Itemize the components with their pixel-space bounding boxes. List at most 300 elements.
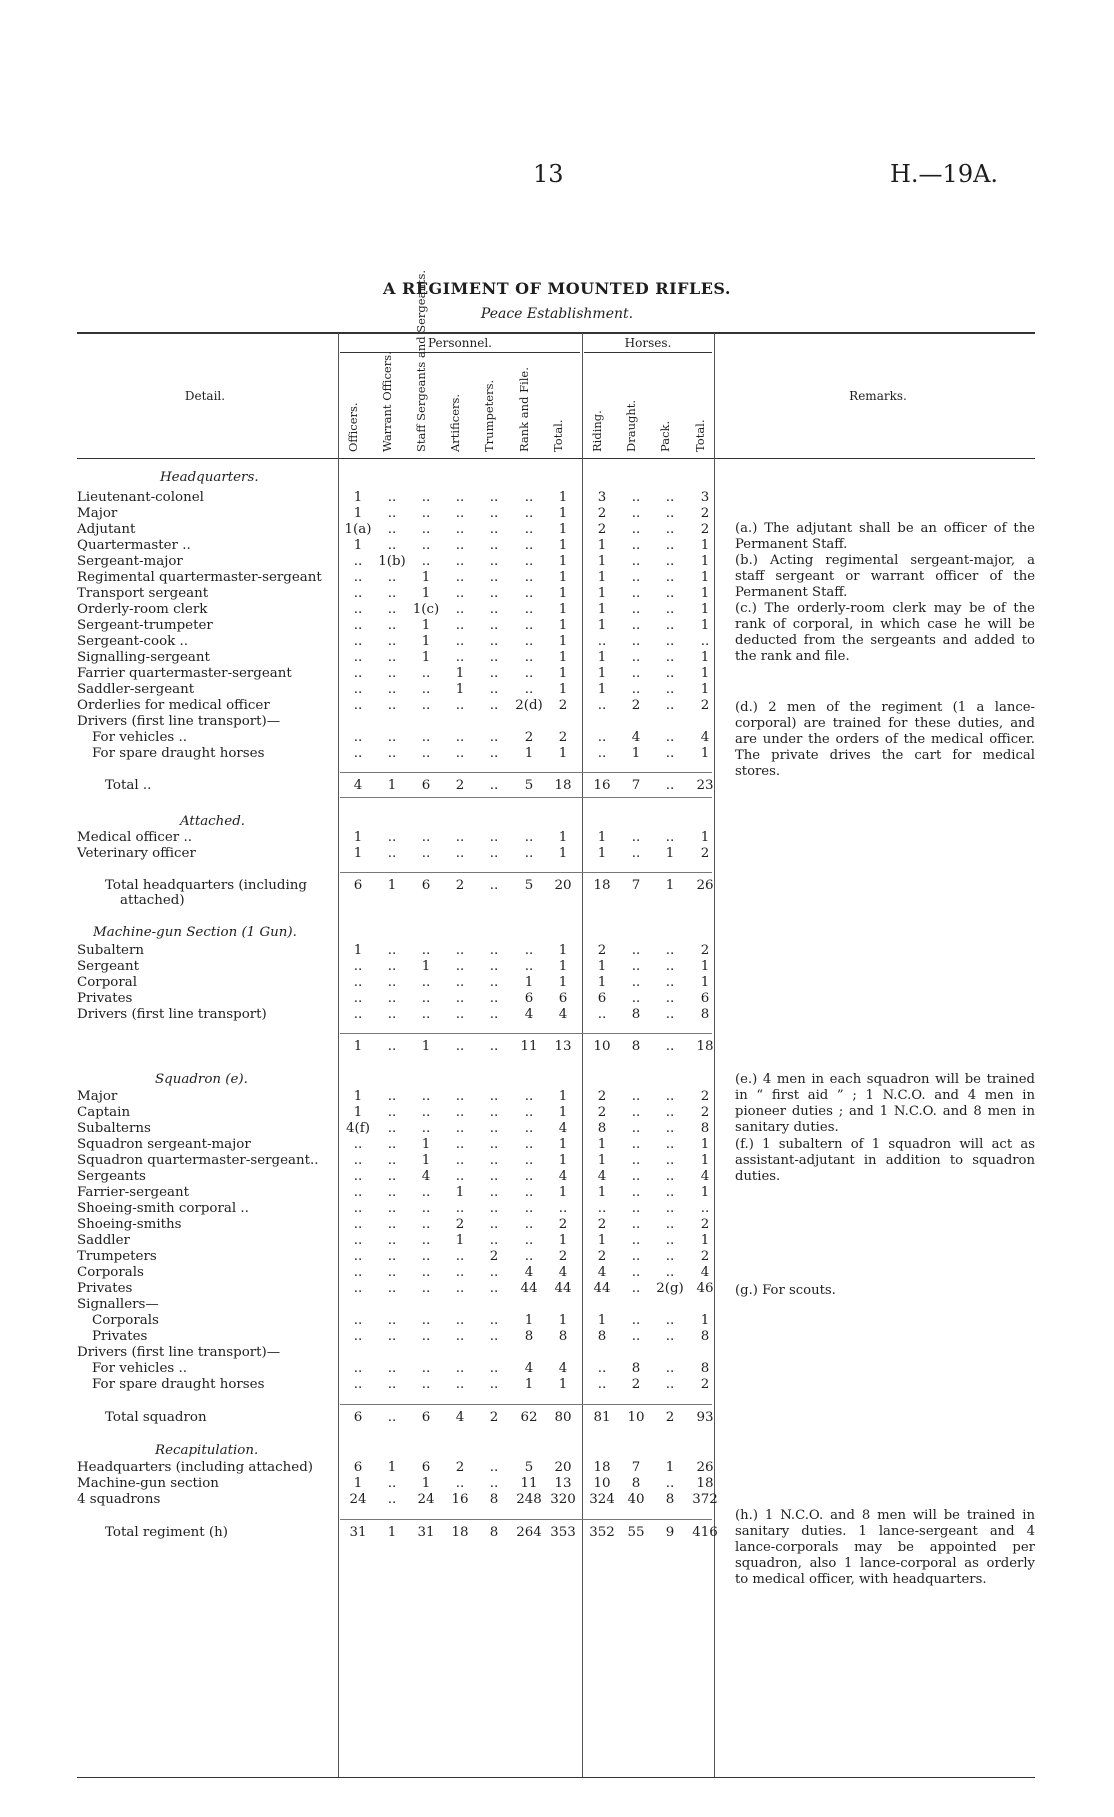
- table-cell: 6: [353, 878, 363, 893]
- table-cell: ..: [631, 602, 641, 617]
- table-cell: 1: [558, 538, 568, 553]
- table-cell: 8: [489, 1525, 499, 1540]
- table-row: [0, 666, 1114, 682]
- table-cell: 1: [353, 506, 363, 521]
- table-cell: ..: [597, 730, 607, 745]
- table-cell: 1: [455, 666, 465, 681]
- column-header-label: Trumpeters.: [482, 379, 496, 452]
- table-cell: 8: [700, 1361, 710, 1376]
- remark-b: (b.) Acting regimental sergeant-major, a staff sergeant or warrant officer of the Permanent Staff.: [735, 553, 1035, 600]
- total-rule: [340, 1519, 712, 1520]
- table-cell: 8: [489, 1492, 499, 1507]
- row-label: Sergeant-major: [77, 554, 183, 569]
- table-row: [0, 846, 1114, 862]
- table-cell: ..: [631, 846, 641, 861]
- table-cell: 7: [631, 778, 641, 793]
- table-cell: ..: [455, 538, 465, 553]
- table-cell: 1: [597, 1137, 607, 1152]
- table-cell: 1: [700, 1137, 710, 1152]
- row-label: Drivers (first line transport): [77, 1007, 267, 1022]
- table-cell: ..: [489, 634, 499, 649]
- table-cell: ..: [421, 1089, 431, 1104]
- table-cell: ..: [489, 959, 499, 974]
- row-label: Squadron quartermaster-sergeant..: [77, 1153, 319, 1168]
- table-cell: ..: [455, 1265, 465, 1280]
- table-row: [0, 1410, 1114, 1426]
- table-cell: ..: [631, 1105, 641, 1120]
- row-label: Drivers (first line transport)—: [77, 1345, 281, 1360]
- table-cell: 93: [696, 1410, 714, 1425]
- table-cell: 1: [558, 1105, 568, 1120]
- table-cell: ..: [489, 730, 499, 745]
- table-cell: ..: [489, 1137, 499, 1152]
- table-cell: 1: [700, 1233, 710, 1248]
- table-cell: ..: [387, 506, 397, 521]
- table-cell: 1: [597, 666, 607, 681]
- remark-d: (d.) 2 men of the regiment (1 a lance-corporal) are trained for these duties, and are under the orders of the medical officer. The private drives the cart for medical stores.: [735, 700, 1035, 779]
- table-cell: ..: [524, 1137, 534, 1152]
- table-row: [0, 1297, 1114, 1313]
- table-cell: ..: [631, 1185, 641, 1200]
- table-cell: 264: [516, 1525, 542, 1540]
- table-cell: 1: [597, 618, 607, 633]
- table-cell: ..: [455, 846, 465, 861]
- row-label: Shoeing-smith corporal ..: [77, 1201, 249, 1216]
- table-cell: ..: [524, 618, 534, 633]
- table-cell: ..: [387, 522, 397, 537]
- table-cell: ..: [631, 1153, 641, 1168]
- table-cell: 1: [597, 975, 607, 990]
- table-cell: ..: [665, 1089, 675, 1104]
- table-cell: ..: [353, 554, 363, 569]
- table-cell: ..: [455, 618, 465, 633]
- table-cell: ..: [665, 554, 675, 569]
- table-cell: ..: [387, 1410, 397, 1425]
- table-cell: ..: [597, 1361, 607, 1376]
- total-rule: [340, 1404, 712, 1405]
- table-cell: 5: [524, 778, 534, 793]
- table-row: [0, 778, 1114, 794]
- table-cell: 18: [696, 1039, 714, 1054]
- table-cell: ..: [524, 1121, 534, 1136]
- table-cell: ..: [353, 730, 363, 745]
- table-cell: ..: [421, 1121, 431, 1136]
- table-cell: 4: [558, 1265, 568, 1280]
- table-cell: ..: [631, 943, 641, 958]
- table-cell: 1: [558, 602, 568, 617]
- table-cell: 81: [593, 1410, 611, 1425]
- table-cell: ..: [353, 602, 363, 617]
- table-cell: 11: [520, 1039, 538, 1054]
- table-cell: 8: [631, 1476, 641, 1491]
- table-cell: 1: [558, 1137, 568, 1152]
- table-cell: 2: [489, 1249, 499, 1264]
- row-label: Lieutenant-colonel: [77, 490, 204, 505]
- table-cell: 2: [665, 1410, 675, 1425]
- table-cell: ..: [353, 586, 363, 601]
- table-cell: ..: [353, 570, 363, 585]
- table-cell: ..: [353, 1281, 363, 1296]
- table-cell: ..: [489, 666, 499, 681]
- table-cell: ..: [421, 1201, 431, 1216]
- table-cell: ..: [631, 650, 641, 665]
- remark-a: (a.) The adjutant shall be an officer of the Permanent Staff.: [735, 521, 1035, 552]
- table-cell: 1: [597, 570, 607, 585]
- table-cell: ..: [597, 1201, 607, 1216]
- table-cell: ..: [455, 698, 465, 713]
- row-label: Major: [77, 1089, 118, 1104]
- table-cell: 3: [597, 490, 607, 505]
- table-cell: ..: [489, 602, 499, 617]
- table-cell: ..: [489, 1377, 499, 1392]
- table-cell: 2(d): [515, 698, 543, 713]
- table-cell: 1: [700, 618, 710, 633]
- table-cell: 1: [631, 746, 641, 761]
- table-cell: 8: [700, 1329, 710, 1344]
- table-cell: ..: [387, 846, 397, 861]
- table-cell: ..: [665, 1313, 675, 1328]
- table-cell: ..: [421, 506, 431, 521]
- table-cell: ..: [489, 522, 499, 537]
- table-row: [0, 1007, 1114, 1023]
- table-cell: 4: [524, 1265, 534, 1280]
- table-cell: 372: [692, 1492, 718, 1507]
- table-cell: 9: [665, 1525, 675, 1540]
- table-cell: 1: [597, 1185, 607, 1200]
- table-cell: ..: [353, 1249, 363, 1264]
- table-cell: 1: [700, 975, 710, 990]
- table-cell: ..: [489, 1217, 499, 1232]
- table-cell: 1: [353, 1039, 363, 1054]
- row-label: Privates: [77, 991, 133, 1006]
- row-label: Corporals: [77, 1265, 144, 1280]
- table-cell: 4: [524, 1007, 534, 1022]
- table-cell: 2: [524, 730, 534, 745]
- row-label: For spare draught horses: [92, 1377, 265, 1392]
- table-cell: 2: [597, 943, 607, 958]
- table-cell: ..: [489, 846, 499, 861]
- table-cell: ..: [489, 1153, 499, 1168]
- personnel-header: Personnel.: [428, 336, 492, 350]
- table-cell: ..: [524, 1249, 534, 1264]
- table-cell: ..: [665, 506, 675, 521]
- table-cell: 2: [700, 506, 710, 521]
- table-row: [0, 975, 1114, 991]
- table-cell: 2: [558, 698, 568, 713]
- table-cell: ..: [665, 1217, 675, 1232]
- table-cell: ..: [455, 1153, 465, 1168]
- table-cell: ..: [455, 634, 465, 649]
- section-squadron: Squadron (e).: [155, 1072, 248, 1087]
- table-cell: ..: [524, 570, 534, 585]
- table-cell: 352: [589, 1525, 615, 1540]
- table-cell: 324: [589, 1492, 615, 1507]
- table-cell: ..: [524, 1217, 534, 1232]
- table-row: [0, 943, 1114, 959]
- table-cell: 80: [554, 1410, 572, 1425]
- table-cell: 6: [421, 778, 431, 793]
- table-cell: ..: [631, 682, 641, 697]
- remarks-header: Remarks.: [849, 389, 907, 403]
- table-cell: 2: [597, 522, 607, 537]
- table-cell: 2: [700, 1105, 710, 1120]
- table-cell: ..: [421, 1265, 431, 1280]
- table-cell: ..: [353, 1265, 363, 1280]
- row-label: Farrier quartermaster-sergeant: [77, 666, 292, 681]
- table-cell: ..: [489, 682, 499, 697]
- table-cell: ..: [455, 1137, 465, 1152]
- table-row: [0, 1361, 1114, 1377]
- table-cell: ..: [631, 1233, 641, 1248]
- horses-underline: [584, 352, 712, 353]
- table-cell: ..: [387, 602, 397, 617]
- table-row: [0, 1329, 1114, 1345]
- table-cell: 416: [692, 1525, 718, 1540]
- row-label: Veterinary officer: [77, 846, 196, 861]
- table-cell: ..: [387, 1201, 397, 1216]
- row-label: For spare draught horses: [92, 746, 265, 761]
- table-cell: ..: [421, 554, 431, 569]
- table-cell: ..: [387, 1185, 397, 1200]
- table-cell: 2: [597, 1089, 607, 1104]
- table-cell: ..: [665, 730, 675, 745]
- table-cell: 2: [597, 1249, 607, 1264]
- table-cell: 8: [631, 1039, 641, 1054]
- column-header-label: Staff Sergeants and Sergeants.: [414, 269, 428, 452]
- table-cell: 8: [631, 1361, 641, 1376]
- table-cell: 320: [550, 1492, 576, 1507]
- table-cell: ..: [524, 846, 534, 861]
- row-label: Sergeant: [77, 959, 139, 974]
- column-header-label: Riding.: [590, 410, 604, 452]
- table-cell: 1: [455, 1233, 465, 1248]
- table-cell: 16: [593, 778, 611, 793]
- table-cell: 2: [700, 698, 710, 713]
- table-cell: ..: [489, 586, 499, 601]
- table-cell: 1: [597, 1153, 607, 1168]
- table-cell: ..: [421, 1281, 431, 1296]
- table-cell: ..: [631, 1137, 641, 1152]
- row-label: Sergeant-cook ..: [77, 634, 189, 649]
- table-row: [0, 490, 1114, 506]
- table-cell: 1: [558, 1377, 568, 1392]
- table-cell: 2: [558, 1217, 568, 1232]
- table-cell: 6: [353, 1410, 363, 1425]
- table-cell: ..: [353, 1137, 363, 1152]
- remark-f: (f.) 1 subaltern of 1 squadron will act as assistant-adjutant in addition to squadron duties.: [735, 1137, 1035, 1184]
- table-cell: ..: [421, 1329, 431, 1344]
- table-cell: ..: [665, 1153, 675, 1168]
- table-cell: ..: [387, 830, 397, 845]
- table-cell: 6: [353, 1460, 363, 1475]
- table-cell: 1: [387, 878, 397, 893]
- table-cell: 2(g): [656, 1281, 684, 1296]
- table-cell: ..: [631, 975, 641, 990]
- table-cell: ..: [665, 634, 675, 649]
- table-cell: ..: [455, 1039, 465, 1054]
- table-cell: ..: [455, 991, 465, 1006]
- table-cell: 8: [597, 1121, 607, 1136]
- table-cell: 1: [558, 1153, 568, 1168]
- table-cell: ..: [387, 1476, 397, 1491]
- table-cell: ..: [631, 522, 641, 537]
- table-cell: 1: [524, 1313, 534, 1328]
- table-cell: 1: [421, 570, 431, 585]
- table-cell: ..: [524, 943, 534, 958]
- table-cell: 8: [597, 1329, 607, 1344]
- table-cell: ..: [387, 1137, 397, 1152]
- table-bottom-rule: [77, 1777, 1035, 1778]
- table-cell: ..: [387, 698, 397, 713]
- table-cell: 1: [597, 586, 607, 601]
- table-cell: ..: [524, 682, 534, 697]
- table-cell: 1: [353, 830, 363, 845]
- table-cell: ..: [489, 1233, 499, 1248]
- table-cell: ..: [665, 602, 675, 617]
- table-cell: 1: [558, 634, 568, 649]
- table-cell: ..: [631, 666, 641, 681]
- table-cell: ..: [387, 538, 397, 553]
- table-cell: ..: [665, 991, 675, 1006]
- detail-header: Detail.: [184, 389, 226, 403]
- table-cell: ..: [631, 1313, 641, 1328]
- table-cell: ..: [665, 1249, 675, 1264]
- table-cell: 1: [597, 682, 607, 697]
- table-cell: ..: [387, 1089, 397, 1104]
- table-cell: ..: [665, 490, 675, 505]
- table-cell: ..: [631, 1089, 641, 1104]
- table-cell: ..: [455, 1377, 465, 1392]
- table-cell: 1: [558, 943, 568, 958]
- table-cell: 11: [520, 1476, 538, 1491]
- table-cell: ..: [489, 1265, 499, 1280]
- table-cell: 6: [597, 991, 607, 1006]
- table-cell: ..: [524, 1105, 534, 1120]
- remark-g: (g.) For scouts.: [735, 1283, 836, 1298]
- table-cell: ..: [489, 878, 499, 893]
- table-cell: 1: [387, 1525, 397, 1540]
- row-label: Total ..: [105, 778, 152, 793]
- table-cell: ..: [421, 943, 431, 958]
- row-label: For vehicles ..: [92, 730, 188, 745]
- table-cell: ..: [455, 1089, 465, 1104]
- table-cell: 1: [700, 1185, 710, 1200]
- row-label: Major: [77, 506, 118, 521]
- table-row: [0, 959, 1114, 975]
- table-cell: ..: [353, 1153, 363, 1168]
- header-bottom-rule: [77, 458, 1035, 459]
- table-cell: ..: [387, 1361, 397, 1376]
- table-cell: 1: [524, 746, 534, 761]
- table-row: [0, 1476, 1114, 1492]
- table-row: [0, 1345, 1114, 1361]
- table-cell: ..: [489, 1361, 499, 1376]
- table-cell: ..: [631, 618, 641, 633]
- table-cell: ..: [387, 650, 397, 665]
- table-cell: ..: [387, 1169, 397, 1184]
- table-cell: 18: [451, 1525, 469, 1540]
- column-header-label: Officers.: [346, 402, 360, 452]
- table-cell: ..: [489, 490, 499, 505]
- table-cell: 1: [421, 618, 431, 633]
- table-cell: 1: [353, 1105, 363, 1120]
- table-cell: ..: [455, 570, 465, 585]
- table-cell: ..: [353, 1169, 363, 1184]
- table-cell: ..: [631, 490, 641, 505]
- table-cell: ..: [421, 522, 431, 537]
- row-label: Captain: [77, 1105, 131, 1120]
- table-cell: ..: [665, 586, 675, 601]
- table-cell: 1: [387, 1460, 397, 1475]
- table-cell: ..: [421, 975, 431, 990]
- table-cell: 1(c): [412, 602, 440, 617]
- table-cell: 1: [353, 943, 363, 958]
- table-row: [0, 991, 1114, 1007]
- table-cell: 1: [597, 538, 607, 553]
- table-cell: ..: [387, 1217, 397, 1232]
- table-cell: ..: [631, 1249, 641, 1264]
- table-cell: ..: [353, 959, 363, 974]
- table-cell: ..: [387, 682, 397, 697]
- table-cell: ..: [665, 1476, 675, 1491]
- section-attached: Attached.: [180, 814, 246, 829]
- table-cell: 10: [627, 1410, 645, 1425]
- table-cell: ..: [353, 1201, 363, 1216]
- table-cell: 1: [597, 846, 607, 861]
- table-cell: 1: [597, 554, 607, 569]
- table-cell: 1: [700, 602, 710, 617]
- table-cell: ..: [421, 698, 431, 713]
- section-machine-gun: Machine-gun Section (1 Gun).: [93, 925, 297, 940]
- table-cell: 1: [597, 650, 607, 665]
- table-cell: ..: [455, 746, 465, 761]
- table-cell: ..: [665, 1137, 675, 1152]
- table-cell: ..: [387, 746, 397, 761]
- table-cell: 2: [597, 1105, 607, 1120]
- table-cell: 2: [700, 1217, 710, 1232]
- table-cell: 1: [558, 1233, 568, 1248]
- table-cell: 1: [597, 1233, 607, 1248]
- table-cell: 1: [421, 1476, 431, 1491]
- table-cell: 1: [558, 1313, 568, 1328]
- table-cell: ..: [387, 943, 397, 958]
- table-cell: ..: [524, 666, 534, 681]
- table-cell: 5: [524, 1460, 534, 1475]
- table-cell: ..: [387, 1377, 397, 1392]
- table-cell: ..: [631, 570, 641, 585]
- table-cell: 2: [700, 1377, 710, 1392]
- table-cell: ..: [631, 830, 641, 845]
- table-cell: 1: [558, 830, 568, 845]
- table-cell: 40: [627, 1492, 645, 1507]
- page-number: 13: [533, 160, 564, 188]
- table-cell: ..: [455, 830, 465, 845]
- page-reference: H.—19A.: [890, 160, 999, 188]
- table-cell: ..: [353, 1233, 363, 1248]
- table-cell: ..: [489, 1460, 499, 1475]
- table-cell: ..: [489, 1329, 499, 1344]
- table-cell: ..: [524, 1233, 534, 1248]
- table-cell: 4: [631, 730, 641, 745]
- table-cell: ..: [353, 746, 363, 761]
- table-cell: 13: [554, 1476, 572, 1491]
- row-label: Medical officer ..: [77, 830, 192, 845]
- table-cell: 1: [665, 1460, 675, 1475]
- column-header-label: Pack.: [658, 420, 672, 452]
- table-cell: 2: [597, 1217, 607, 1232]
- table-cell: ..: [421, 1233, 431, 1248]
- table-cell: ..: [489, 830, 499, 845]
